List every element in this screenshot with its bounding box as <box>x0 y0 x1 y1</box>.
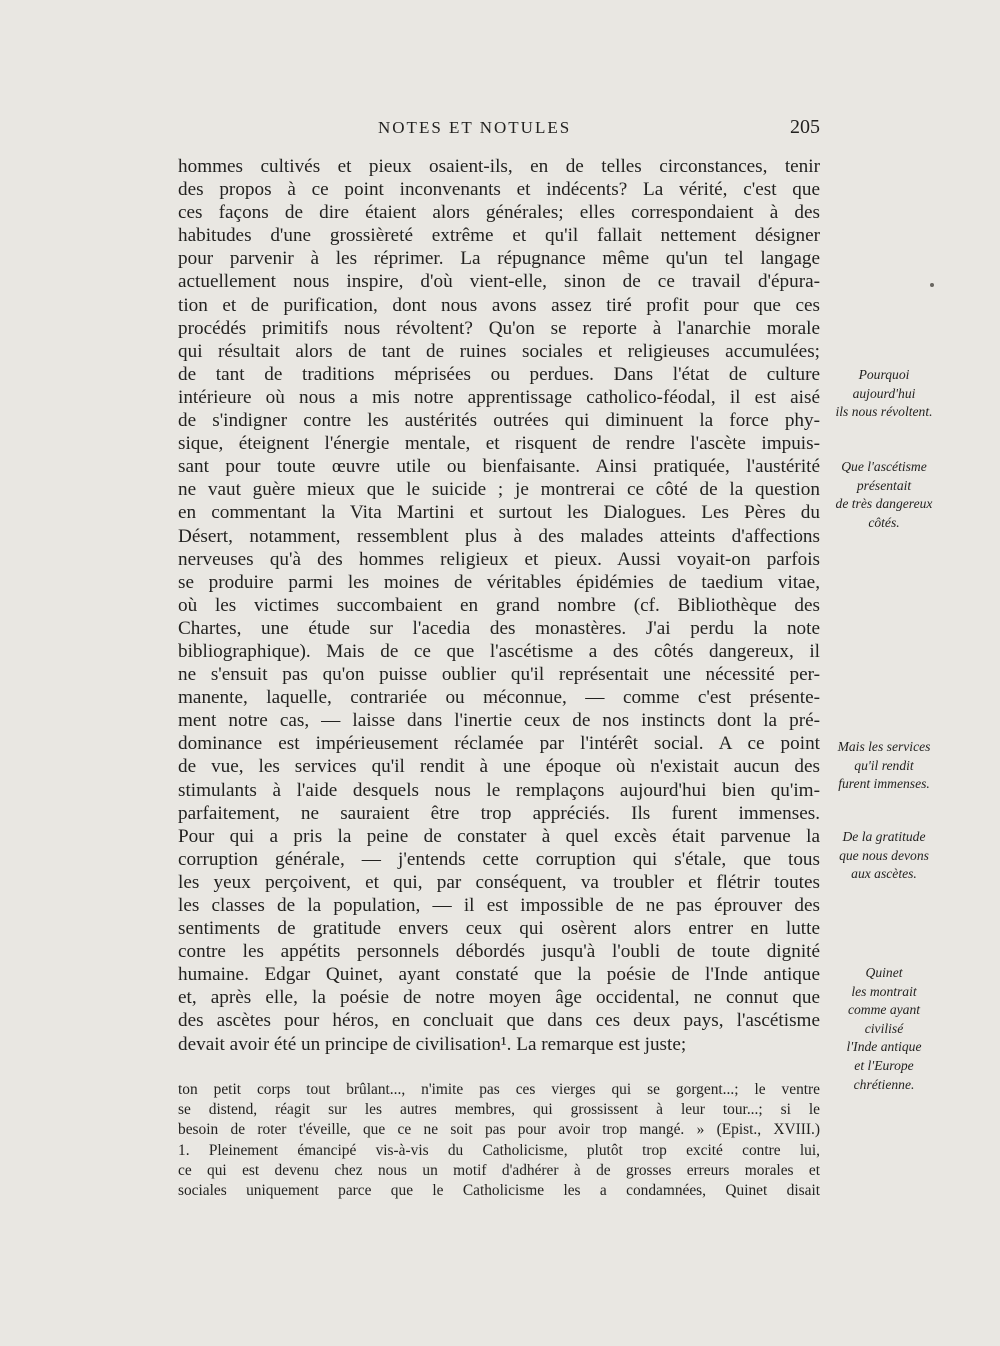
body-line: des propos à ce point inconvenants et indécents? La vérité, c'est que <box>178 179 820 201</box>
body-line: nerveuses qu'à des hommes religieux et pieux. Aussi voyait-on parfois <box>178 548 820 570</box>
margin-note-line: Que l'ascétisme <box>841 459 927 474</box>
margin-note-line: l'Inde antique <box>846 1039 922 1055</box>
margin-note-line: comme ayant <box>847 1002 921 1018</box>
body-line: devait avoir été un principe de civilisation¹. La remarque est juste; <box>178 1033 687 1055</box>
margin-note-line: de très dangereux <box>835 496 933 512</box>
body-line: les classes de la population, — il est impossible de ne pas éprouver des <box>178 895 820 916</box>
body-line: de s'indigner contre les austérités outrées qui diminuent la force phy- <box>178 410 820 432</box>
body-line: sant pour toute œuvre utile ou bienfaisante. Ainsi pratiquée, l'austérité <box>178 456 820 478</box>
body-line: Pour qui a pris la peine de constater à quel excès était parvenue la <box>178 825 820 847</box>
margin-note-line: ils nous révoltent. <box>835 404 933 420</box>
footnote-line: ce qui est devenu chez nous un motif d'adhérer à de grosses erreurs morales et <box>178 1161 820 1179</box>
body-line: procédés primitifs nous révoltent? Qu'on se reporte à l'anarchie morale <box>178 317 820 339</box>
body-line: humaine. Edgar Quinet, ayant constaté que la poésie de l'Inde antique <box>178 964 820 986</box>
body-line: pour parvenir à les réprimer. La répugnance même qu'un tel langage <box>178 248 820 270</box>
body-line: ces façons de dire étaient alors générales; elles correspondaient à des <box>178 202 820 224</box>
margin-note-ascetisme <box>825 458 943 532</box>
body-line: manente, laquelle, contrariée ou méconnue, — comme c'est présente- <box>178 687 820 709</box>
body-line: Chartes, une étude sur l'acedia des monastères. J'ai perdu la note <box>178 617 820 639</box>
body-line: corruption générale, — j'entends cette corruption qui s'étale, que tous <box>178 848 820 870</box>
margin-note-line: présentait <box>856 477 912 493</box>
margin-note-line: qu'il rendit <box>854 757 914 773</box>
margin-note-line: chrétienne. <box>853 1076 915 1092</box>
margin-note-gratitude <box>825 828 943 884</box>
body-line: se produire parmi les moines de véritables épidémies de taedium vitae, <box>178 571 820 593</box>
body-line: et, après elle, la poésie de notre moyen âge occidental, ne connut que <box>178 987 820 1009</box>
running-head: NOTES ET NOTULES <box>378 118 572 137</box>
body-line: de tant de traditions méprisées ou perdues. Dans l'état de culture <box>178 363 820 385</box>
margin-note-pourquoi <box>825 366 943 422</box>
margin-note-line: et l'Europe <box>854 1057 914 1073</box>
margin-note-line: Quinet <box>865 965 903 980</box>
margin-note-line: côtés. <box>868 514 900 530</box>
body-line: hommes cultivés et pieux osaient-ils, en de telles circonstances, tenir <box>178 156 820 177</box>
body-line: les yeux perçoivent, et qui, par conséquent, va troubler et flétrir toutes <box>178 871 820 893</box>
body-line: tion et de purification, dont nous avons assez tiré profit pour que ces <box>178 294 820 316</box>
footnote-line: sociales uniquement parce que le Catholicisme les a condamnées, Quinet disait <box>178 1181 820 1199</box>
body-line: ne s'ensuit pas qu'on puisse oublier qu'il représentait une nécessité per- <box>178 664 820 686</box>
margin-note-line: Pourquoi <box>858 367 910 382</box>
body-line: dominance est impérieusement réclamée par l'intérêt social. A ce point <box>178 733 820 755</box>
margin-note-line: que nous devons <box>839 847 929 863</box>
body-line: intérieure où nous a mis notre apprentissage catholico-féodal, il est aisé <box>178 386 820 408</box>
page-number: 205 <box>790 116 820 138</box>
margin-note-line: civilisé <box>864 1020 904 1036</box>
footnote-line: se distend, réagit sur les autres membres, qui grossissent à leur tour...; si le <box>178 1101 820 1119</box>
body-line: stimulants à l'aide desquels nous le remplaçons aujourd'hui bien qu'im- <box>178 779 820 801</box>
footnotes <box>178 1080 820 1201</box>
margin-note-line: Mais les services <box>837 739 931 754</box>
margin-note-services <box>825 738 943 794</box>
body-line: en commentant la Vita Martini et surtout les Dialogues. Les Pères du <box>178 502 820 524</box>
body-line: de vue, les services qu'il rendit à une époque où n'existait aucun des <box>178 756 820 778</box>
body-line: ment notre cas, — laisse dans l'inertie ceux de nos instincts dont la pré- <box>178 710 820 732</box>
body-line: des ascètes pour héros, en concluait que dans ces deux pays, l'ascétisme <box>178 1010 820 1032</box>
body-line: sentiments de gratitude envers ceux qui osèrent alors entrer en lutte <box>178 918 820 940</box>
body-line: ne vaut guère mieux que le suicide ; je montrerai ce côté de la question <box>178 479 820 501</box>
page-header <box>178 118 820 144</box>
footnote-line: 1. Pleinement émancipé vis-à-vis du Catholicisme, plutôt trop excité contre lui, <box>178 1141 820 1159</box>
printers-mark <box>930 283 934 287</box>
margin-note-line: furent immenses. <box>838 776 930 792</box>
body-text <box>178 155 820 1056</box>
margin-note-line: les montrait <box>851 983 917 999</box>
margin-note-quinet <box>825 964 943 1094</box>
footnote-line: besoin de roter t'éveille, que ce ne soit pas pour avoir trop mangé. » (Epist., XVIII.) <box>178 1121 820 1139</box>
body-line: contre les appétits personnels débordés jusqu'à l'oubli de toute dignité <box>178 941 820 963</box>
body-line: habitudes d'une grossièreté extrême et qu'il fallait nettement désigner <box>178 225 820 247</box>
body-line: actuellement nous inspire, d'où vient-elle, sinon de ce travail d'épura- <box>178 271 820 293</box>
margin-note-line: aujourd'hui <box>852 385 916 401</box>
body-line: où les victimes succombaient en grand nombre (cf. Bibliothèque des <box>178 594 820 616</box>
body-line: parfaitement, ne sauraient être trop appréciés. Ils furent immenses. <box>178 802 820 824</box>
footnote-line: ton petit corps tout brûlant..., n'imite pas ces vierges qui se gorgent...; le ventre <box>178 1081 820 1098</box>
margin-note-line: aux ascètes. <box>851 866 917 882</box>
margin-note-line: De la gratitude <box>842 829 926 844</box>
body-line: qui résultait alors de tant de ruines sociales et religieuses accumulées; <box>178 340 820 362</box>
body-line: bibliographique). Mais de ce que l'ascétisme a des côtés dangereux, il <box>178 640 820 662</box>
body-line: Désert, notamment, ressemblent plus à des malades atteints d'affections <box>178 525 820 547</box>
body-line: sique, éteignent l'énergie mentale, et risquent de rendre l'ascète impuis- <box>178 433 820 455</box>
